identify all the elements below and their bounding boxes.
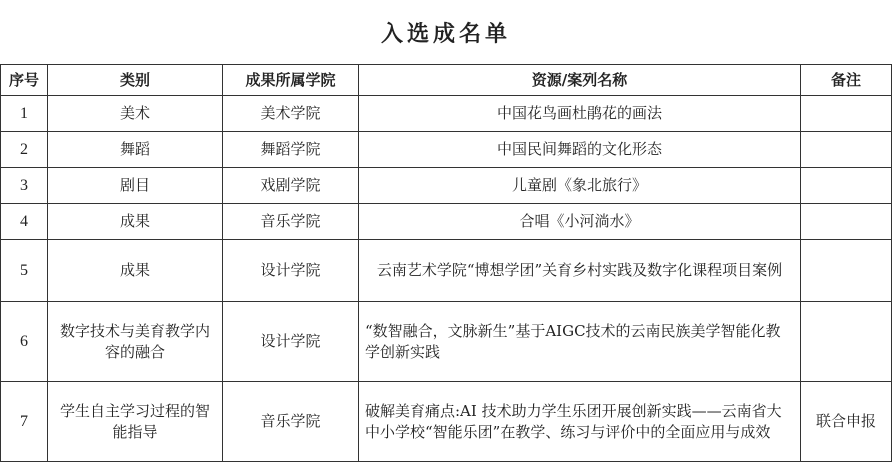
row-note: [801, 204, 892, 240]
row-name: 儿童剧《象北旅行》: [359, 168, 801, 204]
row-no: 1: [1, 96, 48, 132]
row-no: 5: [1, 240, 48, 302]
table-row: [1, 204, 892, 240]
row-no: 6: [1, 302, 48, 382]
row-name-text: “数智融合，文脉新生”基于AIGC技术的云南民族美学智能化教学创新实践: [365, 322, 781, 361]
table-row: [1, 168, 892, 204]
table-row: [1, 240, 892, 302]
row-note: [801, 302, 892, 382]
row-no: 7: [1, 382, 48, 462]
row-no: 3: [1, 168, 48, 204]
row-category: 学生自主学习过程的智能指导: [48, 382, 223, 462]
row-college: 音乐学院: [223, 204, 359, 240]
row-college: 设计学院: [223, 302, 359, 382]
row-name: [359, 382, 801, 462]
row-name: 中国民间舞蹈的文化形态: [359, 132, 801, 168]
row-note: [801, 240, 892, 302]
row-name: [359, 240, 801, 302]
header-name: 资源/案列名称: [359, 65, 801, 96]
row-no: 4: [1, 204, 48, 240]
selection-table: [0, 64, 892, 462]
row-name-text: 破解美育痛点:AI 技术助力学生乐团开展创新实践——云南省大中小学校“智能乐团”在教学、练习与评价中的全面应用与成效: [365, 402, 782, 441]
table-header-row: [1, 65, 892, 96]
row-name: 合唱《小河淌水》: [359, 204, 801, 240]
row-category: 剧目: [48, 168, 223, 204]
row-note: [801, 168, 892, 204]
header-category: 类别: [48, 65, 223, 96]
header-note: 备注: [801, 65, 892, 96]
row-college: 设计学院: [223, 240, 359, 302]
page-title: 入选成名单: [380, 20, 511, 47]
row-category: 成果: [48, 204, 223, 240]
table-row: [1, 382, 892, 462]
row-college: 美术学院: [223, 96, 359, 132]
row-college: 戏剧学院: [223, 168, 359, 204]
row-note: 联合申报: [801, 382, 892, 462]
table-row: [1, 302, 892, 382]
row-college: 音乐学院: [223, 382, 359, 462]
row-college: 舞蹈学院: [223, 132, 359, 168]
table-row: [1, 132, 892, 168]
table-row: [1, 96, 892, 132]
row-note: [801, 132, 892, 168]
row-note: [801, 96, 892, 132]
row-name: 中国花鸟画杜鹃花的画法: [359, 96, 801, 132]
row-name: [359, 302, 801, 382]
row-no: 2: [1, 132, 48, 168]
row-name-text: 云南艺术学院“博想学团”关育乡村实践及数字化课程项目案例: [376, 261, 783, 280]
header-no: 序号: [1, 65, 48, 96]
header-college: 成果所属学院: [223, 65, 359, 96]
row-category: 美术: [48, 96, 223, 132]
row-category: 成果: [48, 240, 223, 302]
row-category: 数字技术与美育教学内容的融合: [48, 302, 223, 382]
row-category: 舞蹈: [48, 132, 223, 168]
